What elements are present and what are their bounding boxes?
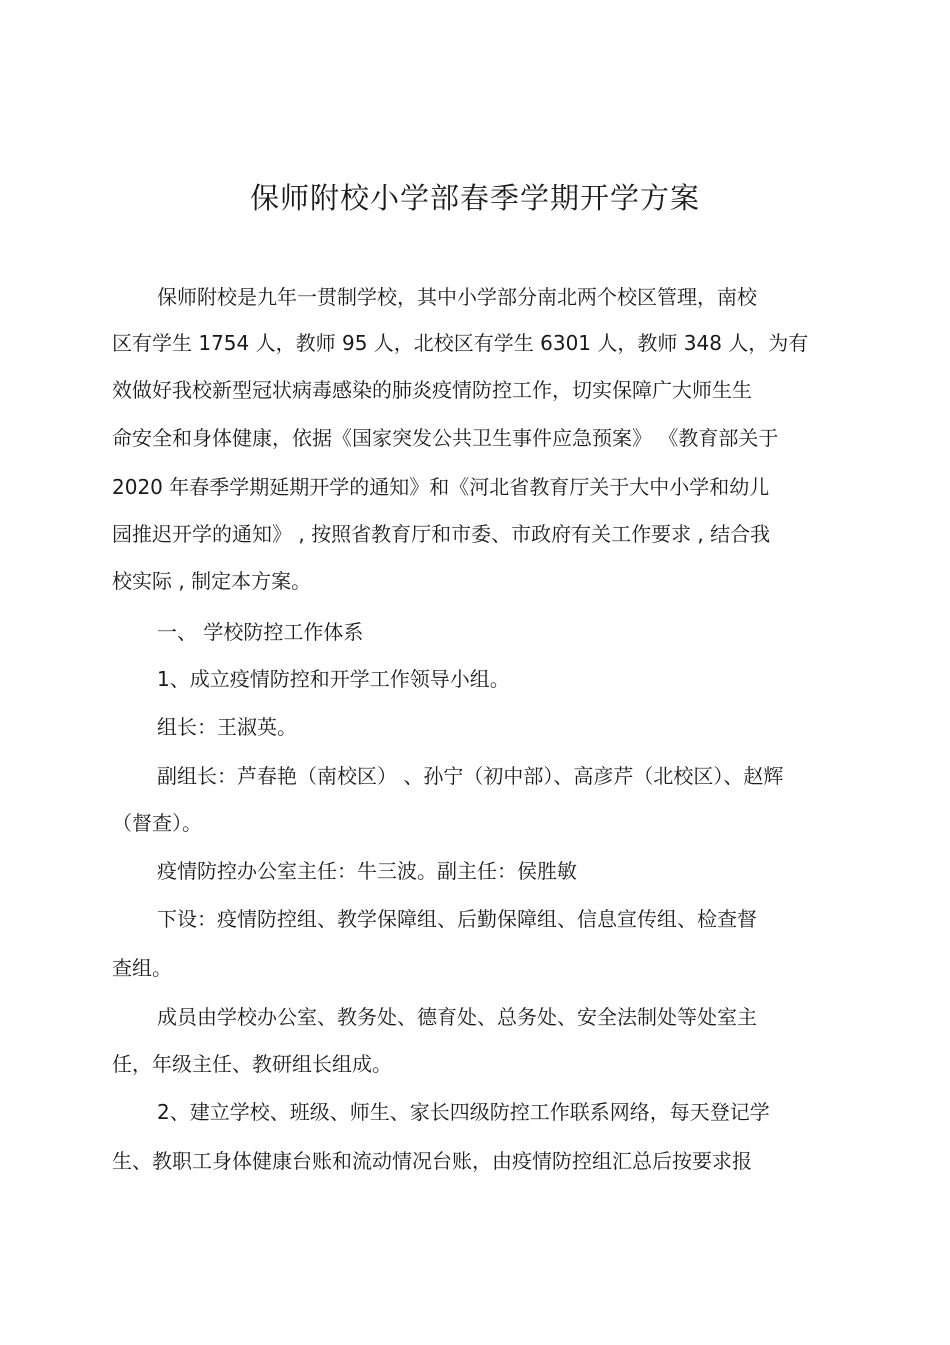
subsection-heading: 1、成立疫情防控和开学工作领导小组。 (157, 667, 510, 691)
paragraph-line: 校实际 , 制定本方案。 (112, 569, 312, 593)
paragraph-line: 2020 年春季学期延期开学的通知》和《河北省教育厅关于大中小学和幼儿 (112, 475, 770, 499)
paragraph-line: 副组长：芦春艳（南校区） 、孙宁（初中部）、高彦芹（北校区）、赵辉 (157, 764, 784, 788)
paragraph-line: 组长：王淑英。 (157, 715, 297, 739)
paragraph-line: （督查）。 (112, 811, 202, 835)
paragraph-line: 保师附校是九年一贯制学校，其中小学部分南北两个校区管理，南校 (157, 285, 757, 309)
paragraph-line: 区有学生 1754 人，教师 95 人，北校区有学生 6301 人，教师 348 人，为有 (112, 331, 809, 355)
paragraph-line: 2、建立学校、班级、师生、家长四级防控工作联系网络，每天登记学 (157, 1100, 770, 1124)
paragraph-line: 查组。 (112, 956, 172, 980)
section-heading: 一、 学校防控工作体系 (157, 620, 364, 644)
paragraph-line: 成员由学校办公室、教务处、德育处、总务处、安全法制处等处室主 (157, 1005, 757, 1029)
paragraph-line: 疫情防控办公室主任：牛三波。副主任：侯胜敏 (157, 859, 577, 883)
paragraph-line: 效做好我校新型冠状病毒感染的肺炎疫情防控工作，切实保障广大师生生 (112, 378, 752, 402)
paragraph-line: 任，年级主任、教研组长组成。 (112, 1052, 392, 1076)
document-title: 保师附校小学部春季学期开学方案 (249, 181, 700, 215)
paragraph-line: 下设：疫情防控组、教学保障组、后勤保障组、信息宣传组、检查督 (157, 907, 757, 931)
paragraph-line: 园推迟开学的通知》 , 按照省教育厅和市委、市政府有关工作要求 , 结合我 (112, 522, 771, 546)
paragraph-line: 命安全和身体健康，依据《国家突发公共卫生事件应急预案》 《教育部关于 (112, 426, 779, 450)
paragraph-line: 生、教职工身体健康台账和流动情况台账，由疫情防控组汇总后按要求报 (112, 1149, 752, 1173)
